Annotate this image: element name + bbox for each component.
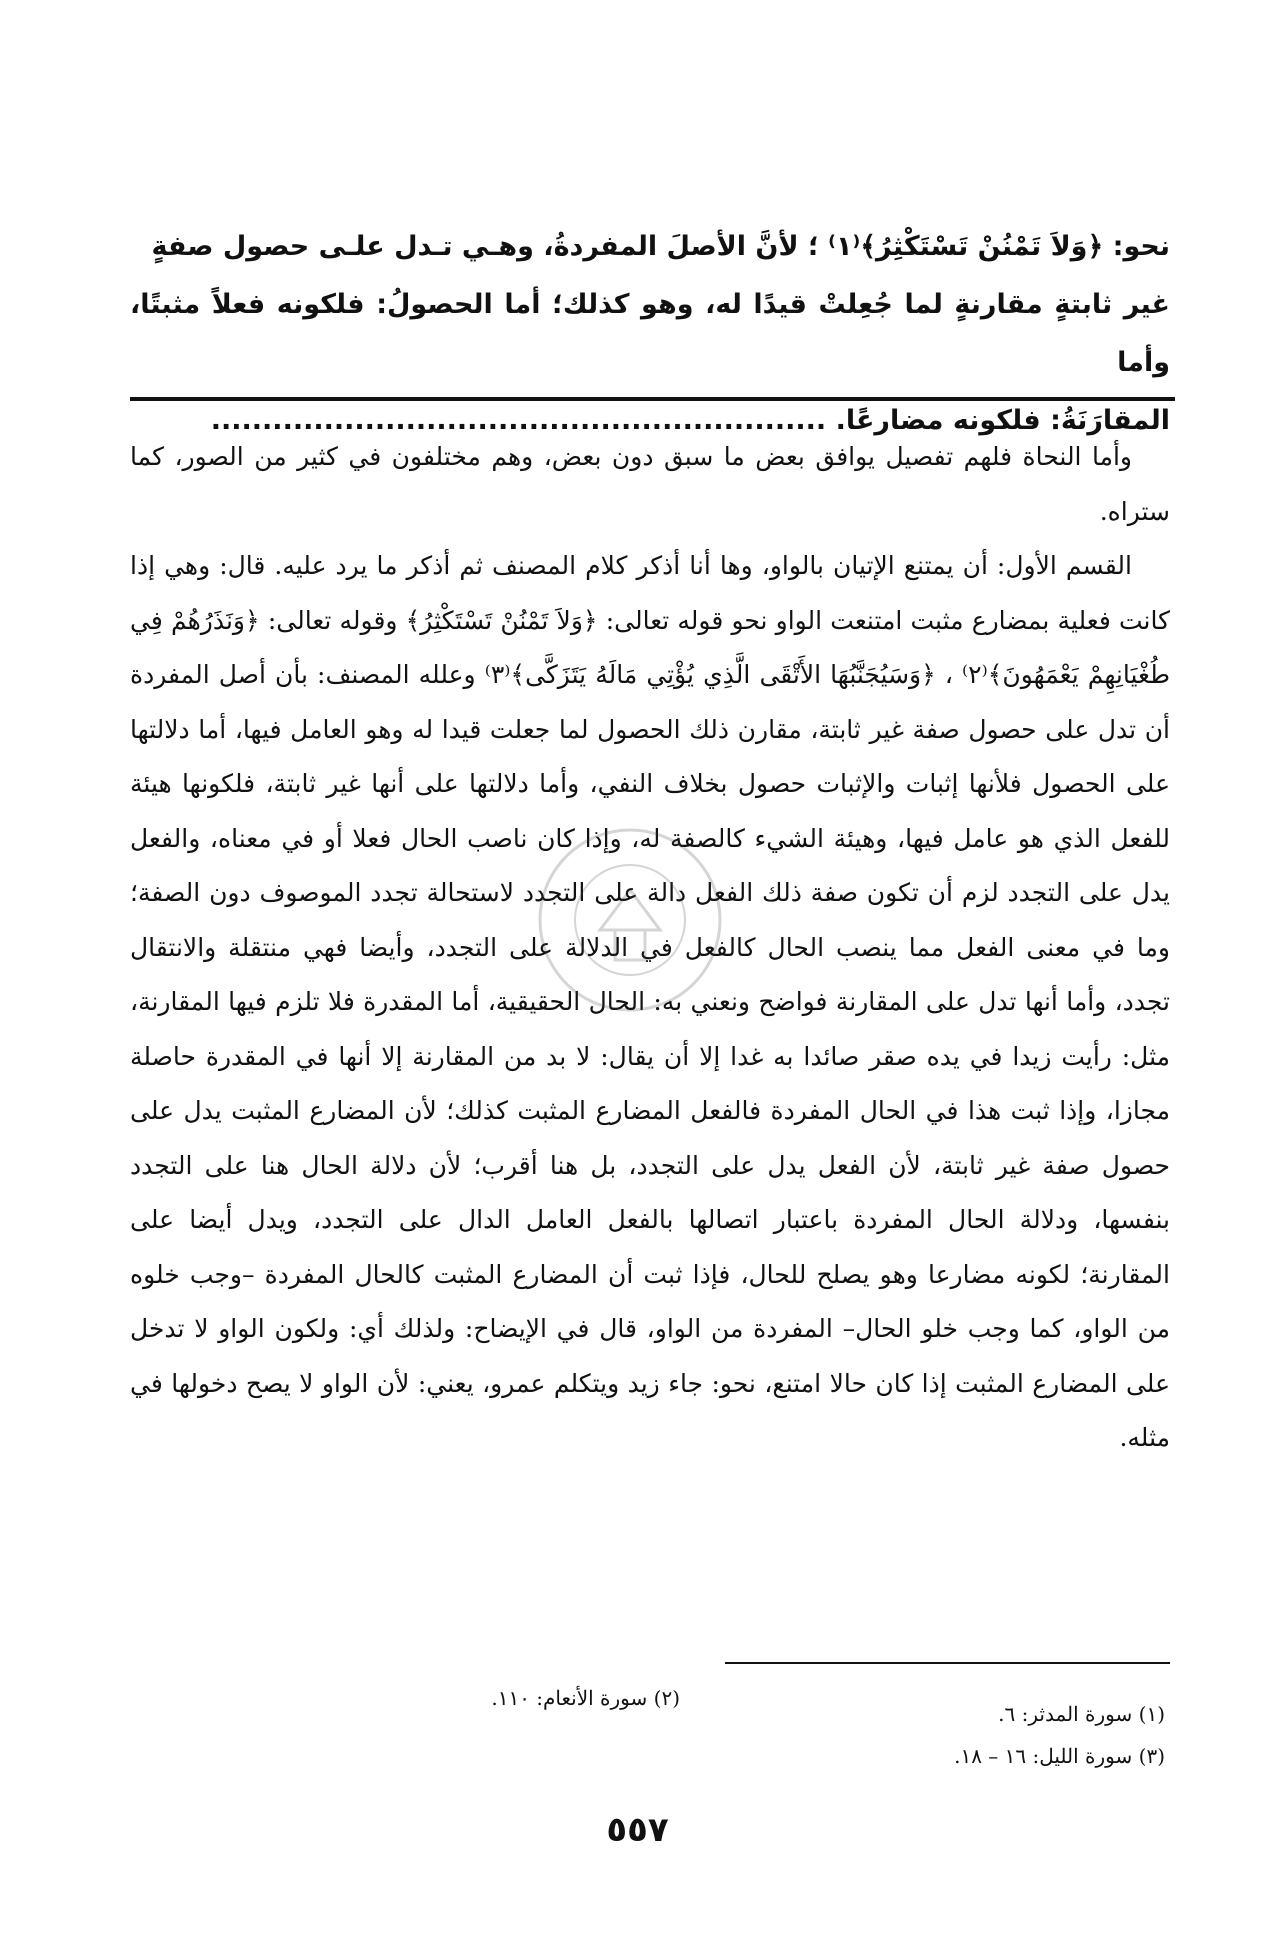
main-text-separator: [130, 397, 1175, 401]
main-text-line-text: المقارَنَةُ: فلكونه مضارعًا.: [835, 405, 1170, 436]
footnote-3: (٣) سورة الليل: ١٦ – ١٨.: [954, 1744, 1165, 1768]
dotted-leader: ............................................................: [210, 405, 827, 436]
main-text-line: غير ثابتةٍ مقارنةٍ لما جُعِلتْ قيدًا له، وهو كذلك؛ أما الحصولُ: فلكونه فعلاً مثبتًا، وأما: [130, 289, 1170, 378]
footnote-separator: [725, 1662, 1170, 1664]
library-stamp-watermark: [520, 820, 740, 1020]
commentary-paragraph: وأما النحاة فلهم تفصيل يوافق بعض ما سبق دون بعض، وهم مختلفون في كثير من الصور، كما ستراه.: [130, 442, 1170, 526]
main-text-line: نحو: ﴿وَلاَ تَمْنُنْ تَسْتَكْثِرُ﴾⁽١⁾ ؛ لأنَّ الأصلَ المفردةُ، وهـي تـدل علـى حصول صفةٍ: [151, 231, 1170, 262]
commentary-paragraph: القسم الأول: أن يمتنع الإتيان بالواو، وها أنا أذكر كلام المصنف ثم أذكر ما يرد عليه. قال: وهي إذا كانت فعلية بمضارع مثبت امتنعت الواو نحو قوله تعالى: ﴿وَلاَ تَمْنُنْ تَسْتَكْثِرُ﴾ وقوله تعالى: ﴿وَنَذَرُهُمْ فِي طُغْيَانِهِمْ يَعْمَهُونَ﴾⁽٢⁾ ، ﴿وَسَيُجَنَّبُهَا الأَتْقَى الَّذِي يُؤْتِي مَالَهُ يَتَزَكَّى﴾⁽٣⁾ وعلله المصنف: بأن أصل المفردة أن تدل على حصول صفة غير ثابتة، مقارن ذلك الحصول لما جعلت قيدا له وهو العامل فيها، أما دلالتها على الحصول فلأنها إثبات والإثبات حصول بخلاف النفي، وأما دلالتها على أنها غير ثابتة، فلكونها هيئة للفعل الذي هو عامل فيها، وهيئة الشيء كالصفة له، وإذا كان ناصب الحال فعلا أو في معناه، والفعل يدل على التجدد لزم أن تكون صفة ذلك الفعل دالة على التجدد لاستحالة تجدد الموصوف دون الصفة؛ وما في معنى الفعل مما ينصب الحال كالفعل في الدلالة على التجدد، وأيضا فهي منتقلة والانتقال تجدد، وأما أنها تدل على المقارنة فواضح ونعني به: الحال الحقيقية، أما المقدرة فلا تلزم فيها المقارنة، مثل: رأيت زيدا في يده صقر صائدا به غدا إلا أن يقال: لا بد من المقارنة إلا أنها في المقدرة حاصلة مجازا، وإذا ثبت هذا في الحال المفردة فالفعل المضارع المثبت كذلك؛ لأن المضارع المثبت يدل على حصول صفة غير ثابتة، لأن الفعل يدل على التجدد، بل هنا أقرب؛ لأن دلالة الحال هنا على التجدد بنفسها، ودلالة الحال المفردة باعتبار اتصالها بالفعل العامل الدال على التجدد، ويدل أيضا على المقارنة؛ لكونه مضارعا وهو يصلح للحال، فإذا ثبت أن المضارع المثبت كالحال المفردة –وجب خلوه من الواو، كما وجب خلو الحال– المفردة من الواو، قال في الإيضاح: ولذلك أي: ولكون الواو لا تدخل على المضارع المثبت إذا كان حالا امتنع، نحو: جاء زيد ويتكلم عمرو، يعني: لأن الواو لا يصح دخولها في مثله.: [130, 551, 1171, 1452]
footnote-1: (١) سورة المدثر: ٦.: [998, 1702, 1165, 1726]
page-number: ٥٥٧: [606, 1810, 669, 1850]
main-text-block: [130, 218, 1170, 450]
footnote-2: (٢) سورة الأنعام: ١١٠.: [491, 1686, 680, 1710]
